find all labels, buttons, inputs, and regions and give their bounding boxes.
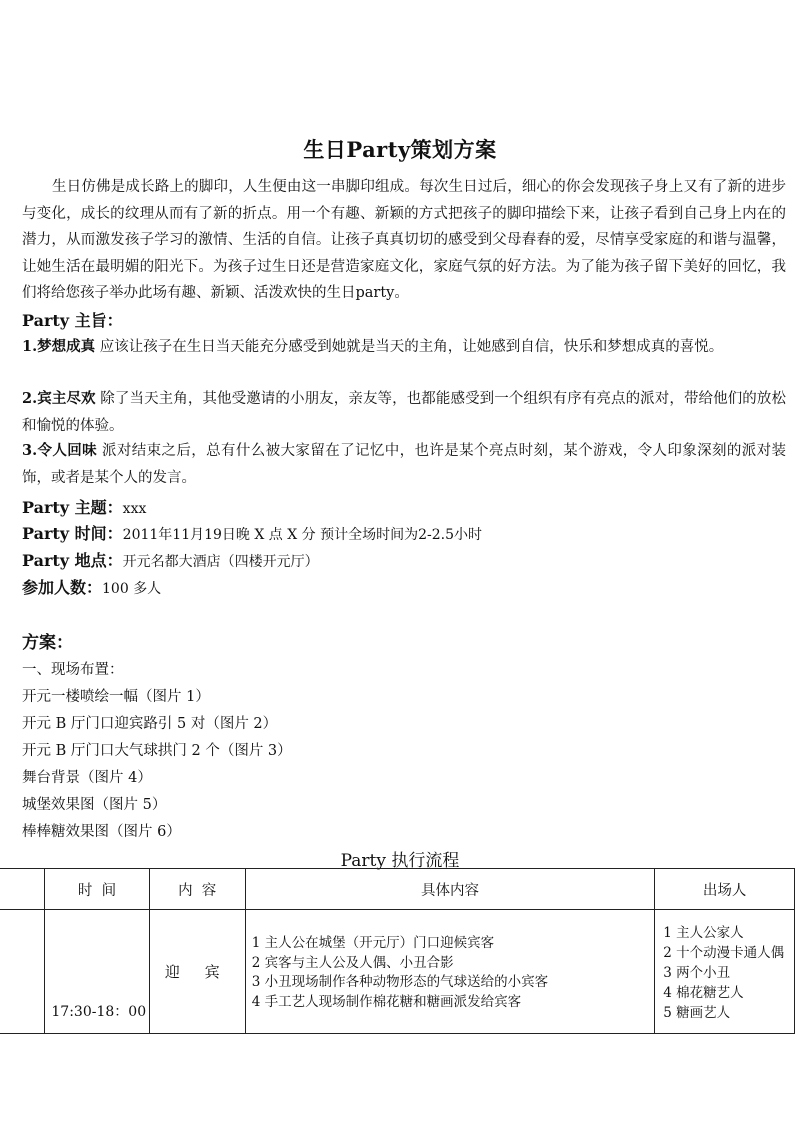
- plan-item: 开元 B 厅门口迎宾路引 5 对（图片 2）: [22, 716, 278, 732]
- purpose-item-2: [22, 386, 786, 439]
- info-theme-value: xxx: [122, 501, 147, 517]
- info-theme: [22, 496, 146, 521]
- detail-line: 3 小丑现场制作各种动物形态的气球送给的小宾客: [251, 974, 549, 990]
- performer-line: 4 棉花糖艺人: [663, 985, 744, 1001]
- purpose-item-text: 应该让孩子在生日当天能充分感受到她就是当天的主角，让她感到自信，快乐和梦想成真的喜悦。: [99, 339, 724, 355]
- purpose-item-label: 2.宾主尽欢: [22, 390, 96, 407]
- purpose-item-1: [22, 334, 786, 361]
- flow-header-no: [0, 869, 45, 910]
- info-place-label: Party 地点：: [22, 551, 123, 570]
- plan-heading: 方案：: [22, 633, 73, 653]
- performer-line: 1 主人公家人: [663, 925, 744, 941]
- purpose-item-label: 1.梦想成真: [22, 338, 96, 355]
- flow-cell-time: 17:30-18：00: [45, 910, 149, 1034]
- flow-cell-details: [245, 910, 655, 1034]
- info-place-value: 开元名都大酒店（四楼开元厅）: [122, 554, 319, 570]
- detail-line: 2 宾客与主人公及人偶、小丑合影: [251, 954, 454, 971]
- info-time: [22, 522, 482, 547]
- flow-table: [0, 868, 795, 1034]
- flow-cell-performers: [655, 910, 795, 1034]
- purpose-heading: Party 主旨：: [22, 311, 123, 330]
- info-time-label: Party 时间：: [22, 524, 123, 543]
- info-people-value: 100 多人: [102, 581, 162, 597]
- table-row: [0, 910, 795, 1034]
- flow-header-time: 时 间: [45, 869, 149, 910]
- flow-cell-category: 迎 宾: [149, 910, 245, 1034]
- performer-line: 5 糖画艺人: [663, 1005, 731, 1021]
- info-time-value: 2011年11月19日晚 X 点 X 分 预计全场时间为2-2.5小时: [122, 527, 483, 543]
- info-place: [22, 549, 319, 574]
- plan-item: 开元 B 厅门口大气球拱门 2 个（图片 3）: [22, 743, 292, 759]
- flow-header-performer: 出场人: [655, 869, 795, 910]
- plan-item: 开元一楼喷绘一幅（图片 1）: [22, 689, 210, 705]
- info-people: [22, 576, 161, 601]
- document-title: 生日Party策划方案: [303, 137, 497, 162]
- flow-header-detail: 具体内容: [245, 869, 655, 910]
- plan-item: 城堡效果图（图片 5）: [22, 797, 167, 813]
- intro-paragraph: 生日仿佛是成长路上的脚印，人生便由这一串脚印组成。每次生日过后，细心的你会发现孩子身上又有了新的进步与变化，成长的纹理从而有了新的折点。用一个有趣、新颖的方式把孩子的脚印描绘下来，让孩子看到自己身上内在的潜力，从而激发孩子学习的激情、生活的自信。让孩子真真切切的感受到父母舂舂的爱，尽情享受家庭的和谐与温馨，让她生活在最明媚的阳光下。为孩子过生日还是营造家庭文化，家庭气氛的好方法。为了能为孩子留下美好的回忆，我们将给您孩子举办此场有趣、新颖、活泼欢快的生日party。: [22, 179, 786, 301]
- flow-table-header-row: [0, 869, 795, 910]
- plan-item: 舞台背景（图片 4）: [22, 770, 152, 786]
- purpose-item-label: 3.令人回味: [22, 442, 98, 459]
- plan-item: 棒棒糖效果图（图片 6）: [22, 824, 181, 840]
- info-theme-label: Party 主题：: [22, 498, 123, 517]
- flow-header-content: 内 容: [149, 869, 245, 910]
- info-people-label: 参加人数：: [22, 578, 103, 597]
- performer-line: 3 两个小丑: [663, 965, 731, 981]
- flow-title: Party 执行流程: [340, 851, 460, 871]
- detail-line: 4 手工艺人现场制作棉花糖和糖画派发给宾客: [251, 993, 522, 1010]
- performer-line: 2 十个动漫卡通人偶: [663, 945, 785, 961]
- purpose-item-text: 除了当天主角，其他受邀请的小朋友，亲友等，也都能感受到一个组织有序有亮点的派对，带给他们的放松和愉悦的体验。: [22, 391, 786, 434]
- flow-cell-no: [0, 910, 45, 1034]
- detail-line: 1 主人公在城堡（开元厅）门口迎候宾客: [251, 935, 495, 951]
- purpose-item-3: [22, 438, 786, 491]
- purpose-item-text: 派对结束之后，总有什么被大家留在了记忆中，也许是某个亮点时刻，某个游戏，令人印象深刻的派对装饰，或者是某个人的发言。: [22, 443, 787, 486]
- plan-item: 一、现场布置：: [22, 662, 124, 678]
